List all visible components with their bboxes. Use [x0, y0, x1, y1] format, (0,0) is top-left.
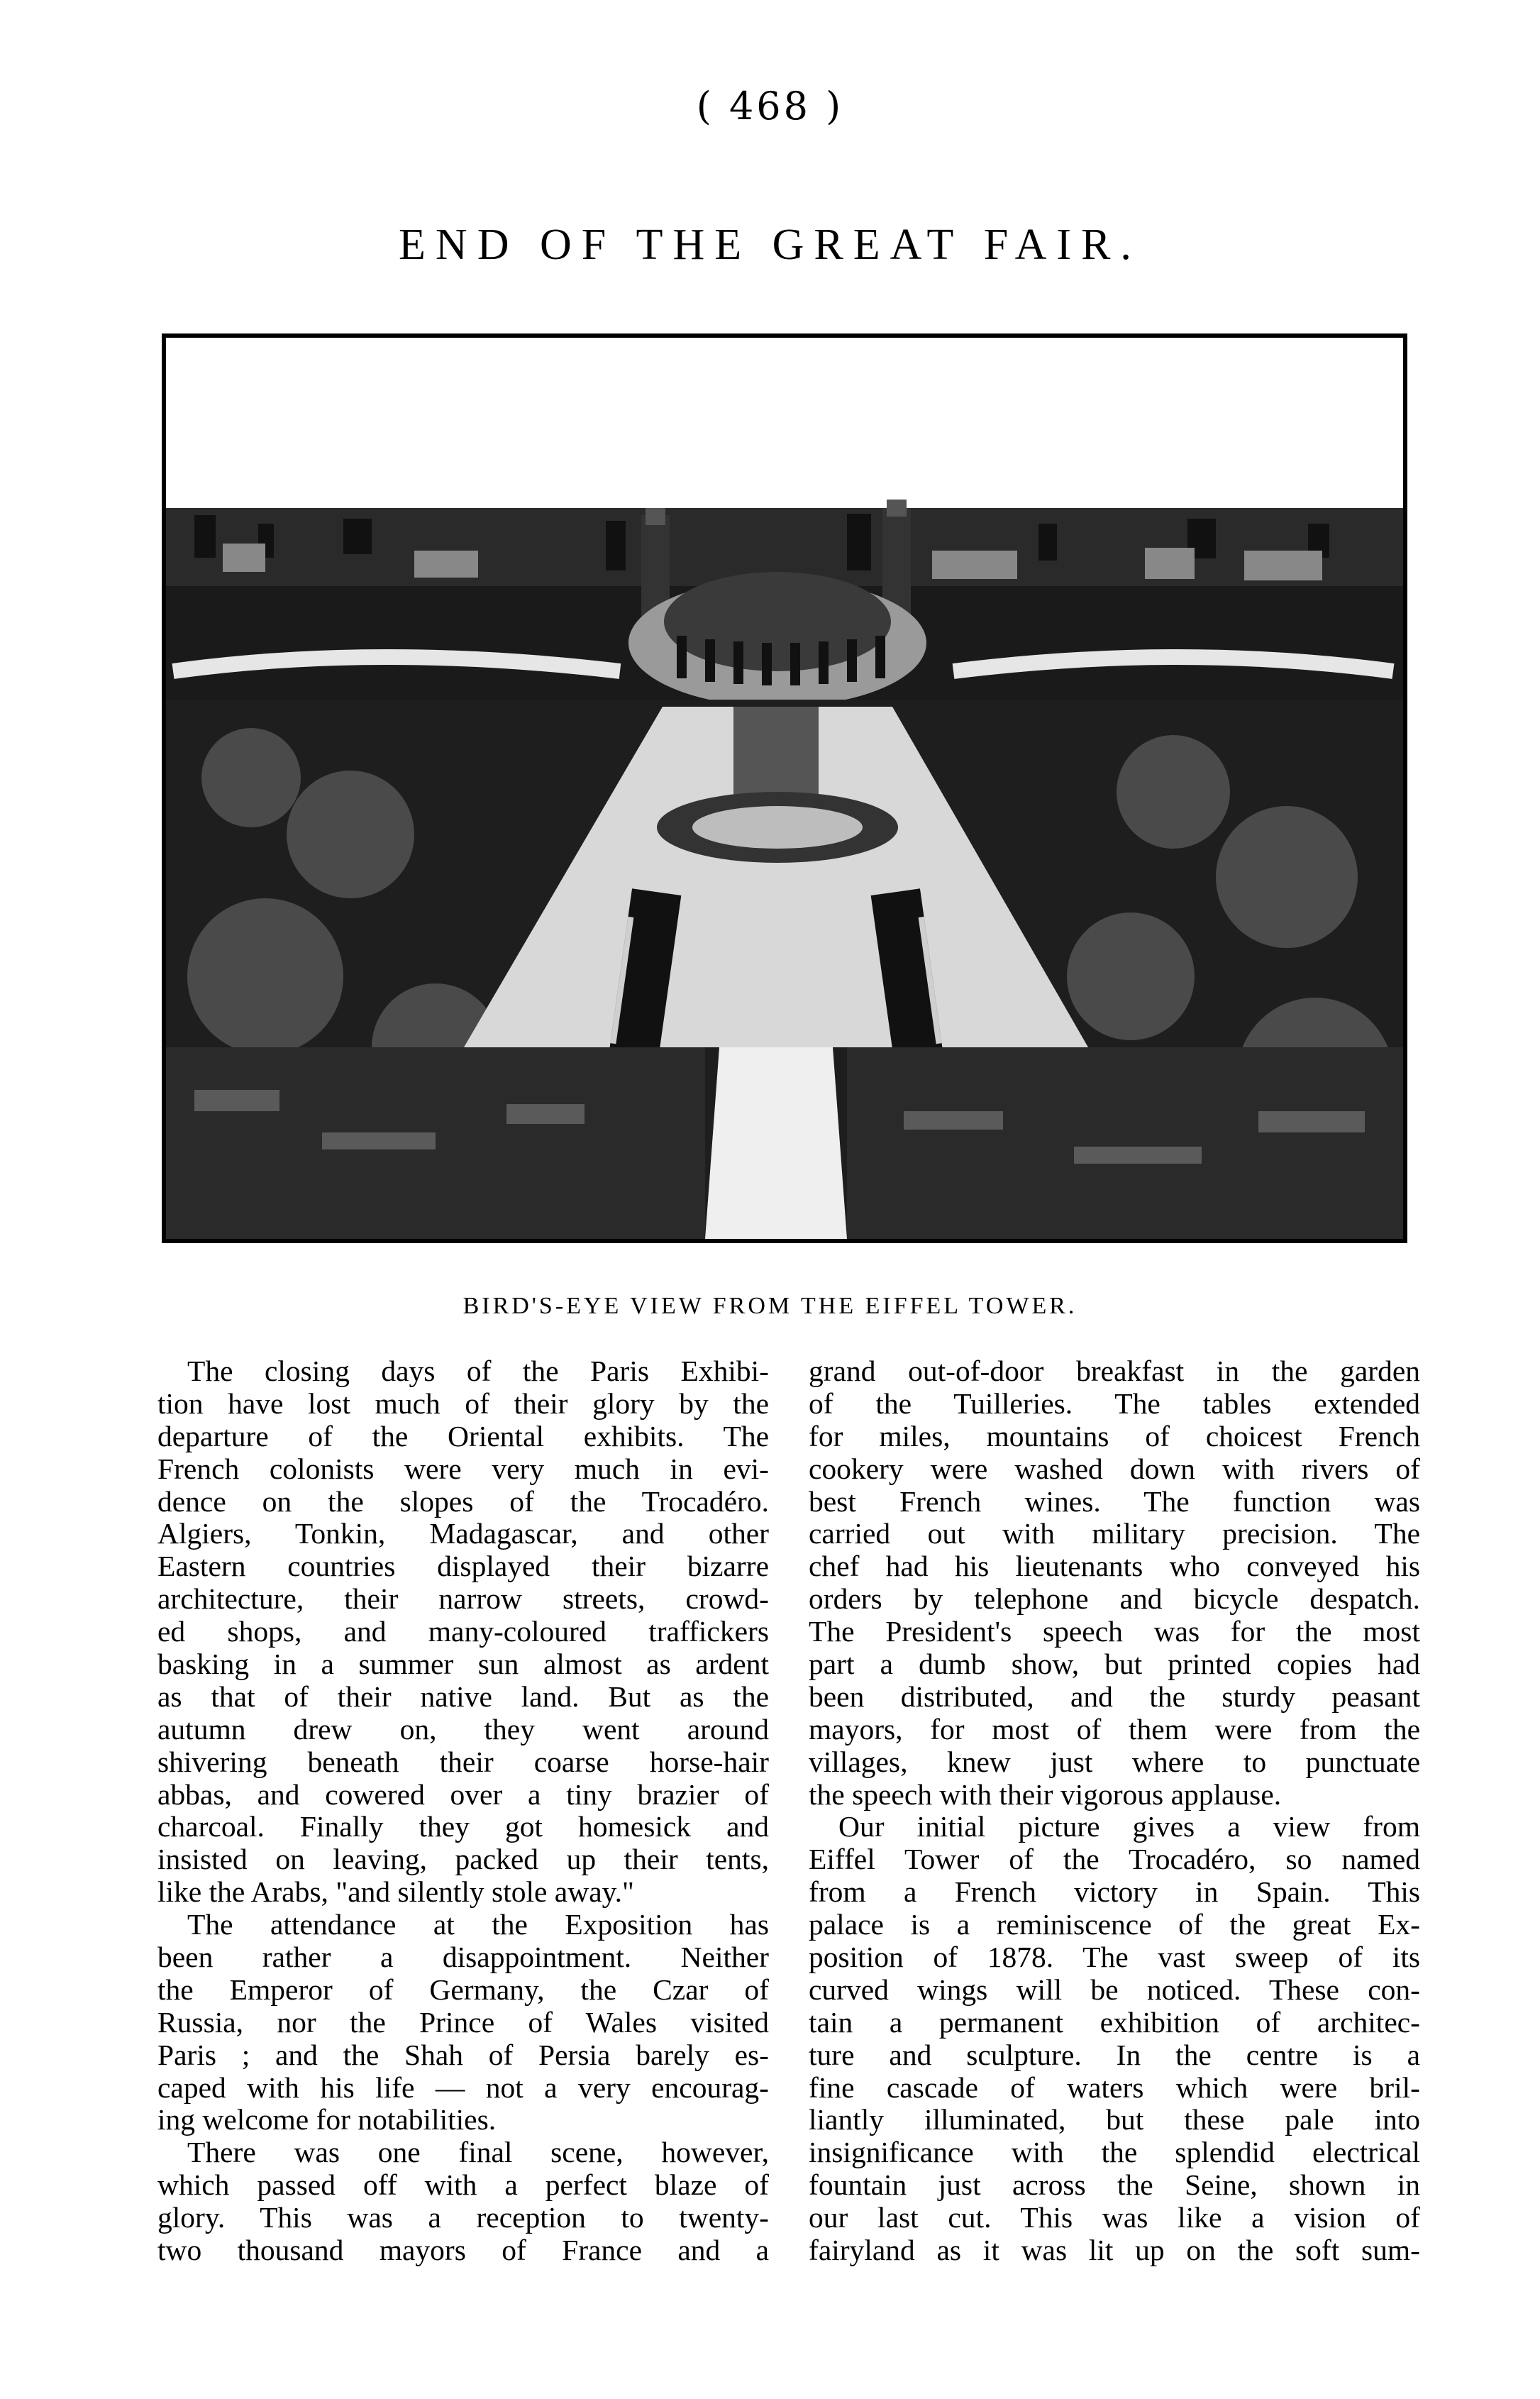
text-line: basking in a summer sun almost as ardent	[157, 1648, 769, 1681]
text-line: tion have lost much of their glory by the	[157, 1386, 769, 1420]
text-line: mayors, for most of them were from the	[809, 1712, 1420, 1746]
text-line: fountain just across the Seine, shown in	[809, 2168, 1420, 2202]
text-line: our last cut. This was like a vision of	[809, 2201, 1420, 2234]
text-line: fairyland as it was lit up on the soft sum-	[809, 2234, 1420, 2267]
text-line: The President's speech was for the most	[809, 1615, 1420, 1648]
text-line: Eiffel Tower of the Trocadéro, so named	[809, 1843, 1420, 1876]
text-line: from a French victory in Spain. This	[809, 1875, 1420, 1909]
text-line: ed shops, and many-coloured traffickers	[157, 1615, 769, 1648]
page-headline: END OF THE GREAT FAIR.	[399, 221, 1141, 269]
text-line: the Emperor of Germany, the Czar of	[157, 1973, 769, 2006]
text-line: villages, knew just where to punctuate	[809, 1745, 1420, 1778]
figure-caption: BIRD'S-EYE VIEW FROM THE EIFFEL TOWER.	[462, 1293, 1078, 1319]
text-line: fine cascade of waters which were bril-	[809, 2070, 1420, 2104]
text-line: Eastern countries displayed their bizarre	[157, 1550, 769, 1583]
text-column-right	[809, 1355, 1420, 2267]
text-line: Paris ; and the Shah of Persia barely es-	[157, 2038, 769, 2071]
text-line: like the Arabs, "and silently stole away."	[157, 1875, 634, 1909]
text-line: best French wines. The function was	[809, 1484, 1420, 1518]
text-line: dence on the slopes of the Trocadéro.	[157, 1484, 769, 1518]
text-line: liantly illuminated, but these pale into	[809, 2103, 1420, 2136]
text-line: part a dumb show, but printed copies had	[809, 1648, 1420, 1681]
text-line: cookery were washed down with rivers of	[809, 1452, 1420, 1485]
text-line: abbas, and cowered over a tiny brazier of	[157, 1777, 769, 1811]
page-number: ( 468 )	[696, 84, 844, 128]
text-line: position of 1878. The vast sweep of its	[809, 1941, 1420, 1974]
text-line: of the Tuilleries. The tables extended	[809, 1386, 1420, 1420]
text-line: departure of the Oriental exhibits. The	[157, 1419, 769, 1452]
text-line: ture and sculpture. In the centre is a	[809, 2038, 1420, 2071]
text-line: The attendance at the Exposition has	[187, 1908, 769, 1941]
text-line: caped with his life — not a very encourag-	[157, 2070, 769, 2104]
text-line: been rather a disappointment. Neither	[157, 1941, 769, 1974]
text-line: Our initial picture gives a view from	[838, 1810, 1420, 1843]
text-line: architecture, their narrow streets, crowd-	[157, 1582, 769, 1616]
text-line: The closing days of the Paris Exhibi-	[187, 1355, 769, 1387]
text-line: as that of their native land. But as the	[157, 1680, 769, 1713]
text-line: curved wings will be noticed. These con-	[809, 1973, 1420, 2006]
text-line: There was one final scene, however,	[187, 2136, 769, 2169]
figure-photograph	[162, 333, 1407, 1243]
text-line: glory. This was a reception to twenty-	[157, 2201, 769, 2234]
text-line: chef had his lieutenants who conveyed his	[809, 1550, 1420, 1583]
text-line: two thousand mayors of France and a	[157, 2234, 769, 2267]
text-line: insignificance with the splendid electrical	[809, 2136, 1420, 2169]
text-line: orders by telephone and bicycle despatch.	[809, 1582, 1420, 1616]
text-line: shivering beneath their coarse horse-hair	[157, 1745, 769, 1778]
text-line: palace is a reminiscence of the great Ex-	[809, 1908, 1420, 1941]
text-line: Algiers, Tonkin, Madagascar, and other	[157, 1517, 769, 1550]
text-line: insisted on leaving, packed up their tents,	[157, 1843, 769, 1876]
text-line: which passed off with a perfect blaze of	[157, 2168, 769, 2202]
text-line: the speech with their vigorous applause.	[809, 1777, 1282, 1811]
text-line: carried out with military precision. The	[809, 1517, 1420, 1550]
text-line: for miles, mountains of choicest French	[809, 1419, 1420, 1452]
text-line: tain a permanent exhibition of architec-	[809, 2005, 1420, 2039]
text-line: French colonists were very much in evi-	[157, 1452, 769, 1485]
text-line: Russia, nor the Prince of Wales visited	[157, 2005, 769, 2039]
text-line: charcoal. Finally they got homesick and	[157, 1810, 769, 1843]
text-line: autumn drew on, they went around	[157, 1712, 769, 1746]
text-line: grand out-of-door breakfast in the garden	[809, 1355, 1420, 1387]
trocadero-aerial-illustration	[166, 338, 1403, 1239]
text-column-left	[157, 1355, 769, 2267]
text-line: ing welcome for notabilities.	[157, 2103, 497, 2136]
text-line: been distributed, and the sturdy peasant	[809, 1680, 1420, 1713]
